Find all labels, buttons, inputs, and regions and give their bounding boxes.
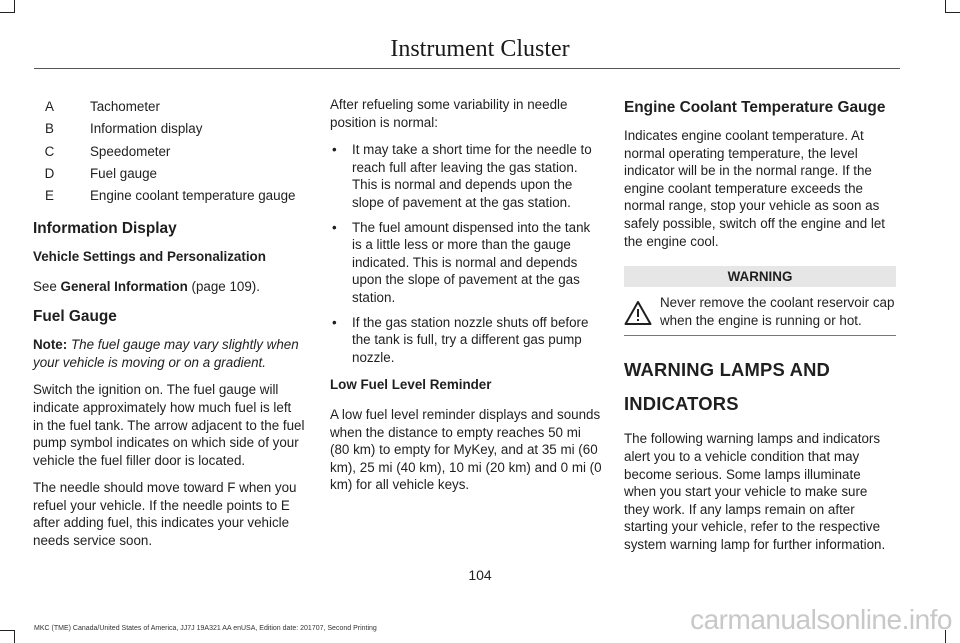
legend-row [33, 185, 305, 207]
note-text: The fuel gauge may vary slightly when your vehicle is moving or on a gradient. [33, 337, 299, 370]
heading-line: WARNING LAMPS AND [624, 359, 831, 381]
subheading-low-fuel-reminder: Low Fuel Level Reminder [330, 377, 492, 393]
refuel-bullet-list [330, 141, 602, 366]
low-fuel-paragraph: A low fuel level reminder displays and sounds when the distance to empty reaches 50 mi (80 km) to empty for MyKey, and at 35 mi (60 km), 25 mi (40 km), 10 mi (20 km) and 0 mi (0 km) for all vehicle keys. [330, 406, 602, 493]
note-label: Note: [33, 337, 68, 353]
section-heading-information-display: Information Display [33, 219, 177, 237]
watermark: carmanualsonline.info [690, 604, 952, 635]
heading-line: INDICATORS [624, 393, 739, 415]
legend-label: Engine coolant temperature gauge [90, 188, 296, 204]
list-item [330, 219, 602, 307]
fuel-gauge-paragraph: The needle should move toward F when you refuel your vehicle. If the needle points to E after adding fuel, this indicates your vehicle needs service soon. [33, 480, 297, 549]
legend-letter: E [45, 188, 54, 204]
bullet-icon: • [332, 219, 337, 235]
edition-footer: MKC (TME) Canada/United States of America, JJ7J 19A321 AA enUSA, Edition date: 201707, Second Printing [34, 625, 377, 632]
crop-mark [946, 12, 960, 13]
legend-label: Fuel gauge [90, 165, 158, 181]
see-reference [33, 278, 305, 296]
subheading-vehicle-settings: Vehicle Settings and Personalization [33, 248, 266, 264]
chapter-heading-warning-lamps [624, 358, 896, 416]
warning-divider [624, 335, 896, 336]
fuel-gauge-paragraph: Switch the ignition on. The fuel gauge will indicate approximately how much fuel is left in the fuel tank. The arrow adjacent to the fuel pump symbol indicates on which side of your vehicle the fuel filler door is located. [33, 382, 305, 468]
section-heading-coolant-gauge: Engine Coolant Temperature Gauge [624, 99, 886, 116]
bullet-icon: • [332, 314, 337, 330]
legend-label: Information display [90, 121, 203, 137]
column-2 [330, 96, 602, 504]
figure-legend [33, 96, 305, 207]
warning-triangle-icon [624, 300, 652, 326]
legend-letter: B [45, 121, 54, 137]
list-item [330, 314, 602, 367]
legend-letter: C [44, 143, 55, 159]
bullet-icon: • [332, 142, 337, 158]
header-divider [34, 68, 900, 69]
legend-label: Speedometer [90, 143, 171, 159]
crop-mark [0, 12, 14, 13]
section-heading-fuel-gauge: Fuel Gauge [33, 308, 117, 326]
refuel-intro: After refueling some variability in needle position is normal: [330, 97, 568, 130]
legend-row [33, 118, 305, 140]
legend-row [33, 163, 305, 185]
bullet-text: If the gas station nozzle shuts off before the tank is full, try a different gas pump nozzle. [352, 314, 589, 365]
warning-text: Never remove the coolant reservoir cap when the engine is running or hot. [660, 295, 895, 328]
page-number: 104 [468, 567, 492, 583]
page-title: Instrument Cluster [390, 36, 570, 62]
column-3 [624, 96, 896, 564]
warning-banner: WARNING [624, 266, 896, 287]
coolant-paragraph: Indicates engine coolant temperature. At normal operating temperature, the level indicator will be in the normal range. If the engine coolant temperature exceeds the normal range, stop your vehicle as soon as safely possible, switch off the engine and let the engine cool. [624, 128, 886, 249]
see-prefix: See [33, 278, 61, 294]
legend-row [33, 96, 305, 118]
crop-mark [945, 0, 946, 13]
warning-box [624, 294, 896, 329]
crop-mark [14, 0, 15, 13]
legend-row [33, 140, 305, 162]
crop-mark [0, 630, 14, 631]
bullet-text: The fuel amount dispensed into the tank is a little less or more than the gauge indicated. This is normal and depends upon the slope of pavement at the gas station. [352, 219, 591, 305]
column-1 [33, 96, 305, 560]
general-information-link[interactable]: General Information [60, 278, 188, 294]
fuel-gauge-note [33, 336, 305, 371]
see-suffix: (page 109). [187, 278, 260, 294]
bullet-text: It may take a short time for the needle to reach full after leaving the gas station. This is normal and depends upon the slope of pavement at the gas station. [352, 142, 592, 210]
list-item [330, 141, 602, 211]
legend-letter: A [45, 99, 54, 115]
legend-letter: D [44, 165, 55, 181]
crop-mark [14, 630, 15, 643]
lamps-paragraph: The following warning lamps and indicators alert you to a vehicle condition that may become serious. Some lamps illuminate when you start your vehicle to make sure they work. If any lamps remain on after starting your vehicle, refer to the respective system warning lamp for further information. [624, 431, 886, 552]
legend-label: Tachometer [90, 99, 160, 115]
